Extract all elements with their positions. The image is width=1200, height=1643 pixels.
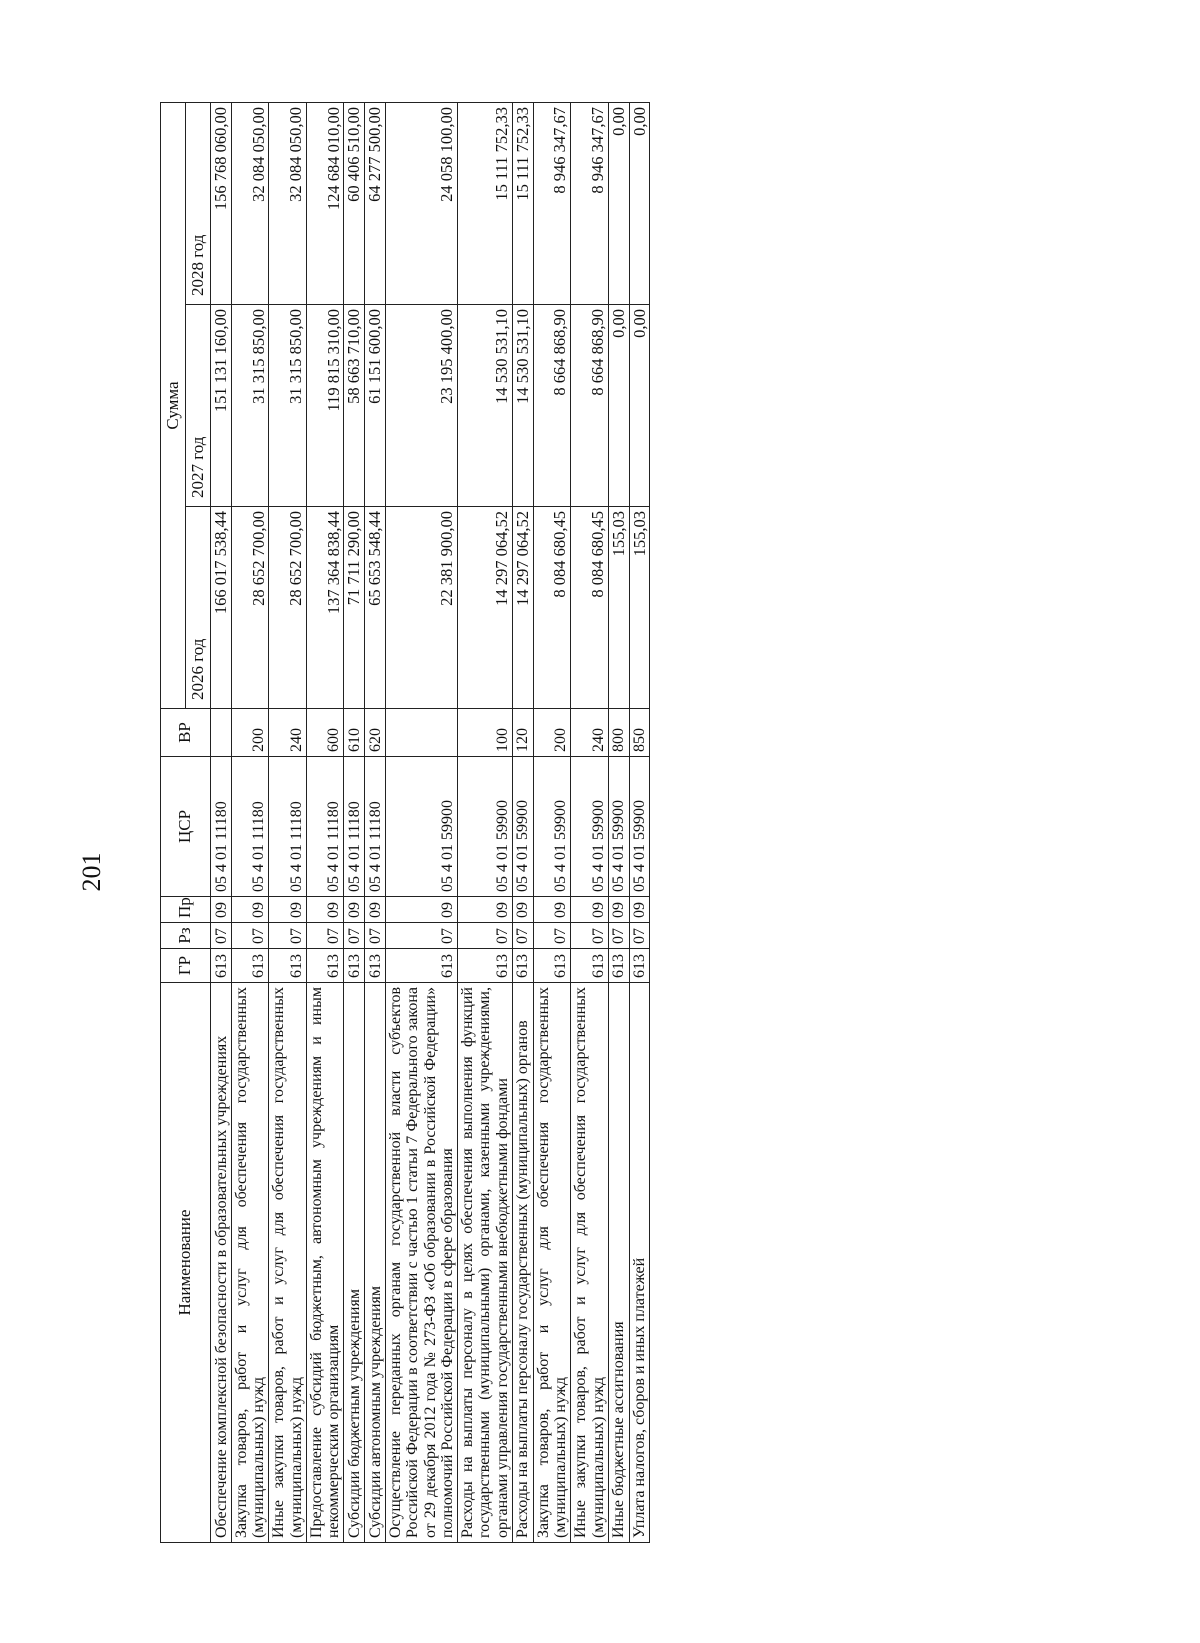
row-pr: 09 [629,897,650,923]
row-amount-2028: 15 111 752,33 [458,103,513,305]
row-name: Расходы на выплаты персоналу государственных (муниципальных) органов [512,983,533,1543]
table-row [344,103,365,1543]
row-pr: 09 [365,897,386,923]
table-row [608,103,629,1543]
row-amount-2026: 65 653 548,44 [365,507,386,709]
row-amount-2026: 166 017 538,44 [211,507,232,709]
table-row [306,103,344,1543]
row-amount-2027: 31 315 850,00 [269,305,307,507]
row-amount-2027: 0,00 [629,305,650,507]
row-csr: 05 4 01 11180 [269,757,307,897]
row-name: Иные закупки товаров, работ и услуг для обеспечения государственных (муниципальных) нужд [269,983,307,1543]
row-csr: 05 4 01 59900 [571,757,609,897]
row-amount-2028: 32 084 050,00 [231,103,269,305]
row-amount-2027: 31 315 850,00 [231,305,269,507]
row-amount-2027: 14 530 531,10 [512,305,533,507]
header-gr: ГР [161,949,211,983]
row-name: Предоставление субсидий бюджетным, автономным учреждениям и иным некоммерческим организациям [306,983,344,1543]
table-row [629,103,650,1543]
row-rz: 07 [458,923,513,949]
row-amount-2027: 8 664 868,90 [533,305,571,507]
row-rz: 07 [629,923,650,949]
row-name: Закупка товаров, работ и услуг для обеспечения государственных (муниципальных) нужд [231,983,269,1543]
row-name: Иные закупки товаров, работ и услуг для обеспечения государственных (муниципальных) нужд [571,983,609,1543]
row-pr: 09 [608,897,629,923]
row-amount-2028: 24 058 100,00 [386,103,458,305]
header-pr: Пр [161,897,211,923]
table-header [161,103,211,1543]
row-csr: 05 4 01 11180 [306,757,344,897]
table-row [211,103,232,1543]
row-amount-2027: 151 131 160,00 [211,305,232,507]
row-amount-2026: 137 364 838,44 [306,507,344,709]
row-pr: 09 [512,897,533,923]
row-name: Иные бюджетные ассигнования [608,983,629,1543]
row-gr: 613 [306,949,344,983]
table-row [365,103,386,1543]
row-gr: 613 [211,949,232,983]
row-csr: 05 4 01 11180 [344,757,365,897]
row-amount-2027: 8 664 868,90 [571,305,609,507]
row-amount-2026: 8 084 680,45 [571,507,609,709]
row-amount-2028: 0,00 [608,103,629,305]
row-name: Закупка товаров, работ и услуг для обеспечения государственных (муниципальных) нужд [533,983,571,1543]
row-pr: 09 [458,897,513,923]
row-amount-2026: 8 084 680,45 [533,507,571,709]
row-csr: 05 4 01 59900 [608,757,629,897]
row-name: Расходы на выплаты персоналу в целях обеспечения выполнения функций государственными (муниципальными) органами, казенными учреждениями, органами управления государственными внебюджетными фондами [458,983,513,1543]
table-row [571,103,609,1543]
table-row [269,103,307,1543]
table-row [231,103,269,1543]
row-amount-2026: 71 711 290,00 [344,507,365,709]
row-amount-2026: 22 381 900,00 [386,507,458,709]
row-name: Субсидии бюджетным учреждениям [344,983,365,1543]
row-gr: 613 [344,949,365,983]
row-rz: 07 [211,923,232,949]
row-name: Обеспечение комплексной безопасности в образовательных учреждениях [211,983,232,1543]
row-rz: 07 [571,923,609,949]
row-gr: 613 [231,949,269,983]
row-pr: 09 [571,897,609,923]
row-gr: 613 [365,949,386,983]
row-vr: 100 [458,709,513,757]
row-vr: 610 [344,709,365,757]
row-gr: 613 [458,949,513,983]
row-rz: 07 [386,923,458,949]
header-vr: ВР [161,709,211,757]
row-rz: 07 [344,923,365,949]
row-pr: 09 [386,897,458,923]
row-amount-2026: 14 297 064,52 [458,507,513,709]
row-pr: 09 [344,897,365,923]
row-gr: 613 [608,949,629,983]
header-rz: Рз [161,923,211,949]
row-csr: 05 4 01 59900 [386,757,458,897]
header-summa: Сумма [161,103,186,709]
row-amount-2027: 58 663 710,00 [344,305,365,507]
row-amount-2026: 155,03 [629,507,650,709]
header-year-2026: 2026 год [186,507,211,709]
table-row [386,103,458,1543]
row-vr: 850 [629,709,650,757]
row-vr: 200 [533,709,571,757]
header-year-2028: 2028 год [186,103,211,305]
row-amount-2027: 119 815 310,00 [306,305,344,507]
row-amount-2028: 124 684 010,00 [306,103,344,305]
row-csr: 05 4 01 11180 [211,757,232,897]
row-vr [386,709,458,757]
row-gr: 613 [512,949,533,983]
row-vr: 200 [231,709,269,757]
row-pr: 09 [306,897,344,923]
row-gr: 613 [571,949,609,983]
row-vr: 620 [365,709,386,757]
row-rz: 07 [608,923,629,949]
row-amount-2028: 8 946 347,67 [571,103,609,305]
row-csr: 05 4 01 11180 [365,757,386,897]
row-amount-2026: 28 652 700,00 [269,507,307,709]
header-csr: ЦСР [161,757,211,897]
table-row [512,103,533,1543]
row-vr: 240 [571,709,609,757]
table-row [458,103,513,1543]
row-gr: 613 [533,949,571,983]
row-gr: 613 [386,949,458,983]
row-pr: 09 [211,897,232,923]
row-csr: 05 4 01 59900 [629,757,650,897]
row-csr: 05 4 01 59900 [533,757,571,897]
row-rz: 07 [269,923,307,949]
row-amount-2026: 28 652 700,00 [231,507,269,709]
row-csr: 05 4 01 59900 [512,757,533,897]
row-csr: 05 4 01 11180 [231,757,269,897]
row-rz: 07 [533,923,571,949]
row-amount-2027: 61 151 600,00 [365,305,386,507]
row-name: Уплата налогов, сборов и иных платежей [629,983,650,1543]
row-pr: 09 [269,897,307,923]
row-amount-2028: 156 768 060,00 [211,103,232,305]
row-rz: 07 [365,923,386,949]
row-amount-2027: 14 530 531,10 [458,305,513,507]
row-vr: 240 [269,709,307,757]
row-amount-2028: 0,00 [629,103,650,305]
row-rz: 07 [231,923,269,949]
row-vr [211,709,232,757]
row-amount-2028: 60 406 510,00 [344,103,365,305]
row-amount-2028: 15 111 752,33 [512,103,533,305]
table-row [533,103,571,1543]
row-rz: 07 [306,923,344,949]
row-amount-2028: 64 277 500,00 [365,103,386,305]
row-vr: 120 [512,709,533,757]
row-amount-2026: 14 297 064,52 [512,507,533,709]
row-amount-2027: 0,00 [608,305,629,507]
row-amount-2027: 23 195 400,00 [386,305,458,507]
header-name: Наименование [161,983,211,1543]
row-name: Осуществление переданных органам государственной власти субъектов Российской Федерации в соответствии с частью 1 статьи 7 Федерального закона от 29 декабря 2012 года № 273-ФЗ «Об образовании в Российской Федерации» полномочий Российской Федерации в сфере образования [386,983,458,1543]
row-amount-2028: 32 084 050,00 [269,103,307,305]
row-name: Субсидии автономным учреждениям [365,983,386,1543]
row-gr: 613 [269,949,307,983]
row-amount-2026: 155,03 [608,507,629,709]
row-rz: 07 [512,923,533,949]
row-vr: 800 [608,709,629,757]
page-number: 201 [77,852,106,892]
row-gr: 613 [629,949,650,983]
row-pr: 09 [231,897,269,923]
row-csr: 05 4 01 59900 [458,757,513,897]
row-vr: 600 [306,709,344,757]
budget-table [160,102,650,1543]
table-body [211,103,650,1543]
row-pr: 09 [533,897,571,923]
budget-table-sheet [160,103,1040,1543]
row-amount-2028: 8 946 347,67 [533,103,571,305]
header-year-2027: 2027 год [186,305,211,507]
